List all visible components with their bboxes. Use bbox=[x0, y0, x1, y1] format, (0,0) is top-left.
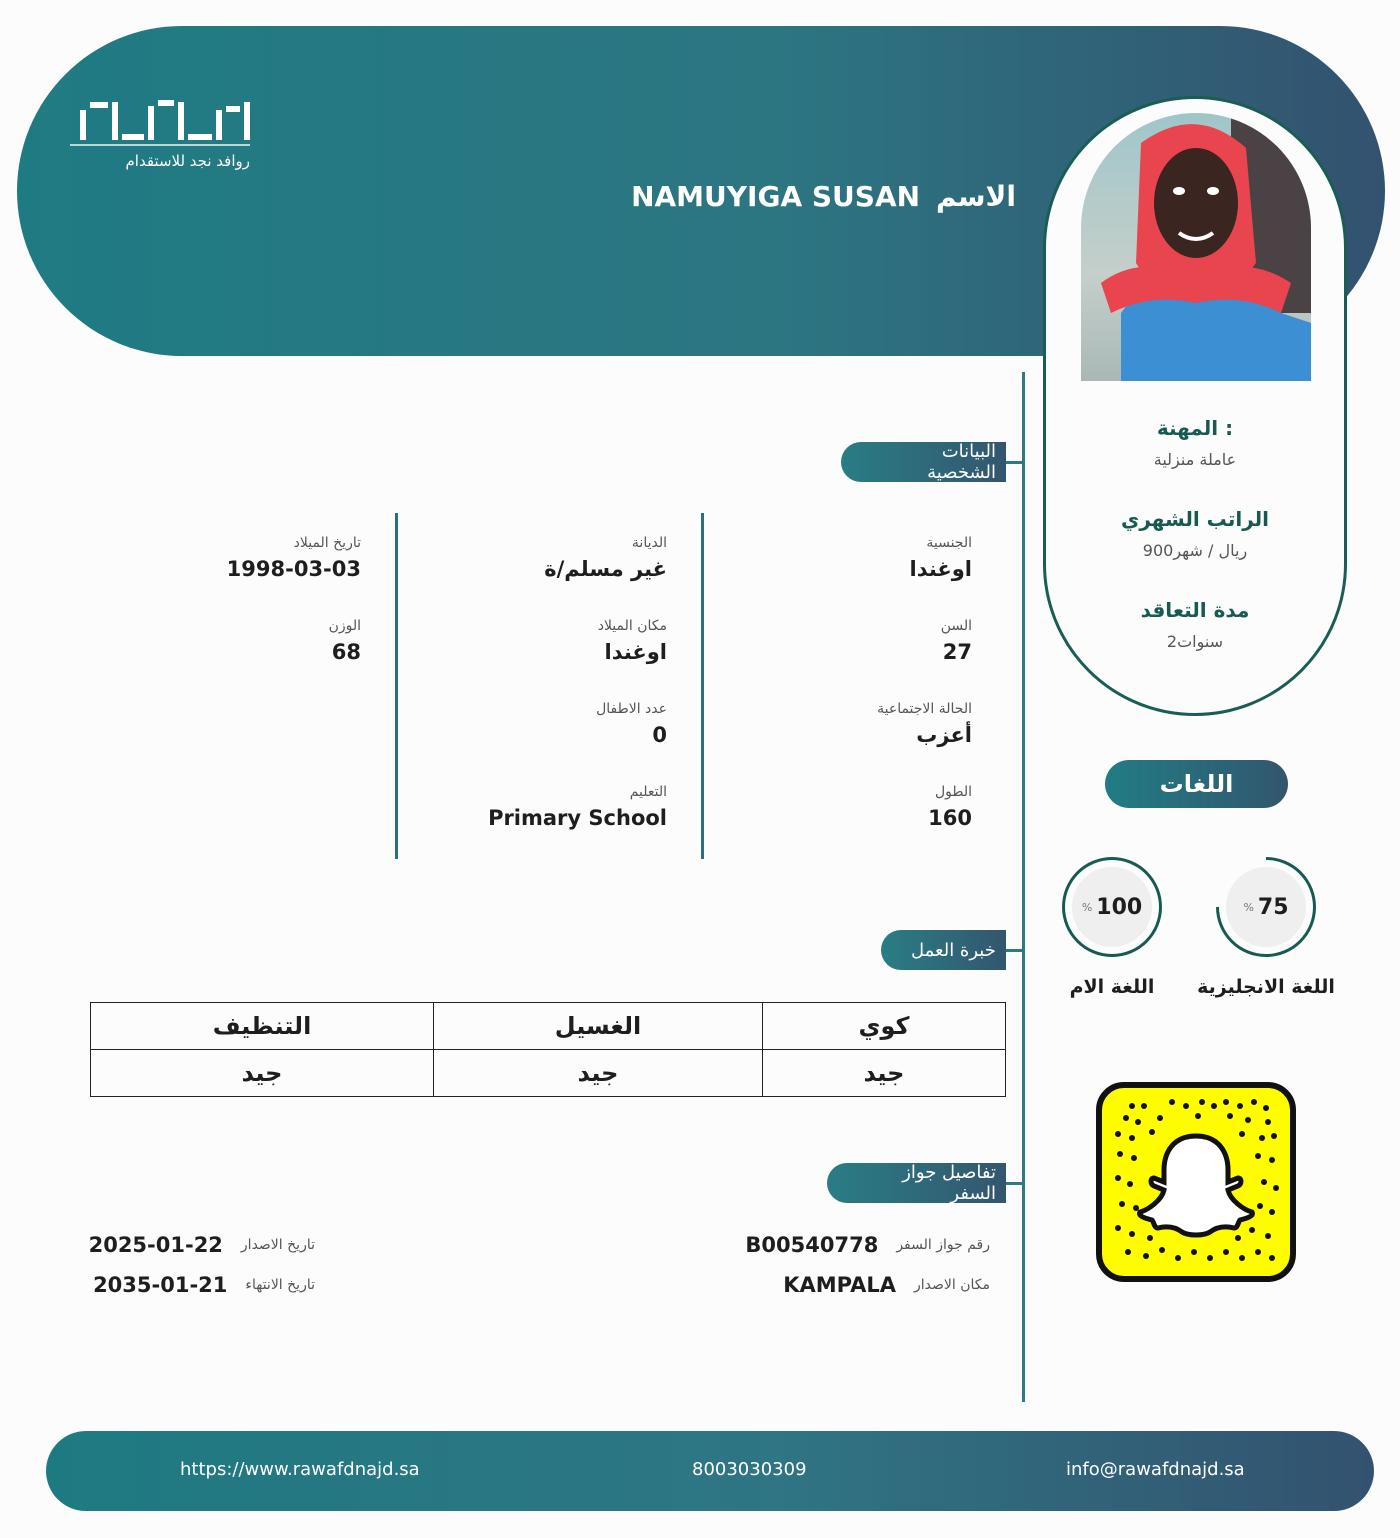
percent-symbol: % bbox=[1081, 900, 1093, 914]
section-passport bbox=[827, 1163, 1006, 1203]
field-value: غير مسلم/ة bbox=[544, 557, 667, 581]
contract-block bbox=[1050, 598, 1340, 651]
field-label: مكان الميلاد bbox=[597, 618, 667, 634]
field-label: الجنسية bbox=[926, 535, 972, 551]
field-label: الطول bbox=[934, 784, 972, 800]
section-personal-title: البيانات الشخصية bbox=[927, 441, 996, 483]
passport-issue-place-row bbox=[783, 1273, 990, 1297]
footer-bar bbox=[46, 1431, 1374, 1511]
field-birthplace bbox=[598, 618, 667, 664]
name-label: الاسم bbox=[936, 180, 1016, 213]
field-label: الحالة الاجتماعية bbox=[877, 701, 972, 717]
passport-number-value: B00540778 bbox=[745, 1233, 879, 1257]
snapcode-qr[interactable] bbox=[1096, 1082, 1296, 1282]
passport-issue-date-row bbox=[89, 1233, 315, 1257]
field-value: 160 bbox=[928, 806, 972, 830]
passport-expiry-value: 2035-01-21 bbox=[93, 1273, 228, 1297]
logo-text: روافد نجد للاستقدام bbox=[125, 152, 250, 170]
section-personal-data bbox=[841, 442, 1006, 482]
skill-header: الغسيل bbox=[434, 1003, 763, 1050]
passport-issue-place-label: مكان الاصدار bbox=[914, 1277, 990, 1293]
footer-email-link[interactable]: info@rawafdnajd.sa bbox=[1066, 1459, 1245, 1480]
passport-number-label: رقم جواز السفر bbox=[896, 1237, 990, 1253]
salary-block bbox=[1050, 507, 1340, 560]
skills-table bbox=[90, 1002, 1006, 1097]
field-value: اوغندا bbox=[909, 557, 972, 581]
english-language-ring bbox=[1216, 857, 1316, 957]
language-percent: 100 bbox=[1096, 894, 1143, 920]
field-birthdate bbox=[227, 535, 361, 581]
languages-title: اللغات bbox=[1105, 760, 1288, 808]
skills-header-row bbox=[91, 1003, 1006, 1050]
passport-expiry-row bbox=[93, 1273, 315, 1297]
candidate-name: NAMUYIGA SUSAN bbox=[631, 180, 921, 213]
vertical-divider bbox=[1022, 372, 1025, 1402]
candidate-photo bbox=[1081, 113, 1311, 381]
field-religion bbox=[544, 535, 667, 581]
native-language-score bbox=[1072, 867, 1152, 947]
percent-symbol: % bbox=[1243, 900, 1254, 914]
section-passport-title: تفاصيل جواز السفر bbox=[902, 1162, 996, 1204]
field-value: 27 bbox=[942, 640, 972, 664]
field-value: 0 bbox=[652, 723, 667, 747]
section-tick bbox=[1006, 949, 1024, 952]
skill-header: التنظيف bbox=[91, 1003, 434, 1050]
contract-value: 2سنوات bbox=[1166, 632, 1224, 651]
salary-value: 900ريال / شهر bbox=[1142, 541, 1248, 560]
field-education bbox=[488, 784, 667, 830]
field-value: 1998-03-03 bbox=[226, 557, 361, 581]
field-label: الوزن bbox=[328, 618, 361, 634]
contract-label: مدة التعاقد bbox=[1140, 598, 1250, 622]
field-value: 68 bbox=[331, 640, 361, 664]
field-label: عدد الاطفال bbox=[596, 701, 667, 717]
logo-mark-icon bbox=[70, 96, 250, 140]
field-label: تاريخ الميلاد bbox=[293, 535, 361, 551]
field-value: اوغندا bbox=[604, 640, 667, 664]
field-value: Primary School bbox=[488, 806, 667, 830]
field-marital-status bbox=[877, 701, 972, 747]
field-height bbox=[928, 784, 972, 830]
profession-label: المهنة : bbox=[1156, 416, 1234, 440]
field-nationality bbox=[910, 535, 973, 581]
section-work-experience bbox=[881, 930, 1006, 970]
skill-rating: جيد bbox=[434, 1050, 763, 1097]
section-tick bbox=[1006, 1182, 1024, 1185]
passport-issue-place-value: KAMPALA bbox=[783, 1273, 896, 1297]
field-value: أعزب bbox=[916, 723, 972, 747]
profession-value: عاملة منزلية bbox=[1153, 450, 1237, 469]
passport-number-row bbox=[745, 1233, 990, 1257]
column-divider bbox=[701, 513, 704, 859]
english-language-score bbox=[1226, 867, 1306, 947]
native-language-ring bbox=[1062, 857, 1162, 957]
field-age bbox=[941, 618, 972, 664]
skill-header: كوي bbox=[763, 1003, 1006, 1050]
field-label: الديانة bbox=[631, 535, 667, 551]
section-tick bbox=[1006, 461, 1024, 464]
salary-label: الراتب الشهري bbox=[1121, 507, 1269, 531]
footer-phone[interactable]: 8003030309 bbox=[692, 1459, 807, 1480]
passport-issue-date-label: تاريخ الاصدار bbox=[240, 1237, 315, 1253]
skill-rating: جيد bbox=[763, 1050, 1006, 1097]
english-language-label: اللغة الانجليزية bbox=[1197, 976, 1335, 998]
native-language-label: اللغة الام bbox=[1069, 976, 1155, 998]
language-percent: 75 bbox=[1257, 894, 1289, 920]
skill-rating: جيد bbox=[91, 1050, 434, 1097]
field-children bbox=[596, 701, 667, 747]
candidate-name-row bbox=[631, 180, 1016, 213]
snapchat-ghost-icon bbox=[1140, 1136, 1253, 1235]
passport-expiry-label: تاريخ الانتهاء bbox=[245, 1277, 315, 1293]
profession-block bbox=[1050, 416, 1340, 469]
skills-value-row bbox=[91, 1050, 1006, 1097]
passport-issue-date-value: 2025-01-22 bbox=[88, 1233, 223, 1257]
company-logo[interactable] bbox=[70, 96, 250, 176]
footer-website-link[interactable]: https://www.rawafdnajd.sa bbox=[180, 1459, 420, 1480]
column-divider bbox=[395, 513, 398, 859]
section-experience-title: خبرة العمل bbox=[911, 939, 996, 961]
field-label: السن bbox=[940, 618, 972, 634]
field-weight bbox=[329, 618, 361, 664]
field-label: التعليم bbox=[629, 784, 667, 800]
